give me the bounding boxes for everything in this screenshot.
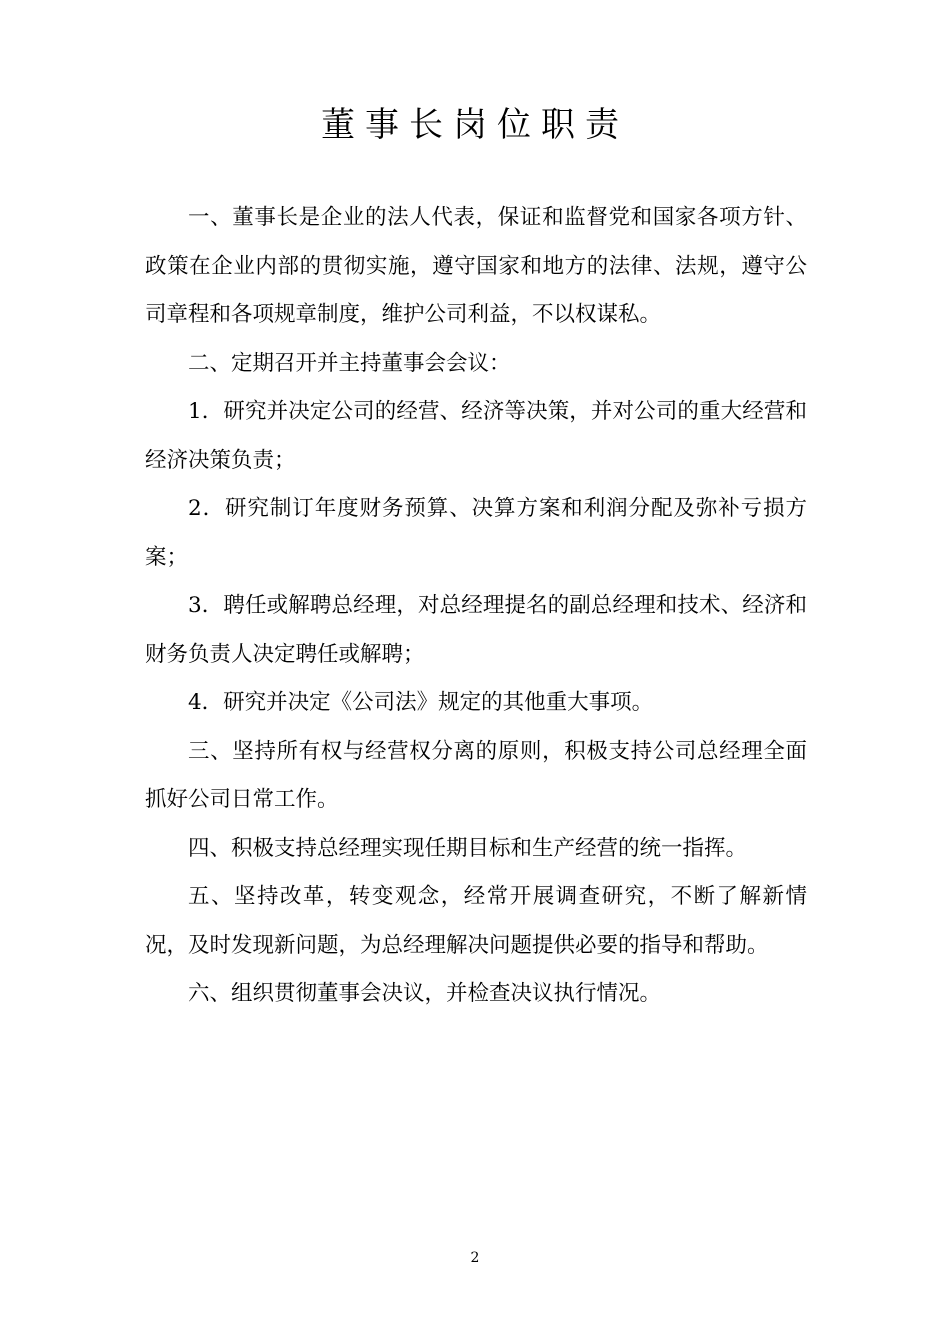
- paragraph-2-item-3: 3．聘任或解聘总经理，对总经理提名的副总经理和技术、经济和财务负责人决定聘任或解聘；: [145, 593, 807, 667]
- paragraph-1: 一、董事长是企业的法人代表，保证和监督党和国家各项方针、政策在企业内部的贯彻实施，遵守国家和地方的法律、法规，遵守公司章程和各项规章制度，维护公司利益，不以权谋私。: [145, 205, 807, 327]
- paragraph-5: 五、坚持改革，转变观念，经常开展调查研究，不断了解新情况，及时发现新问题，为总经理解决问题提供必要的指导和帮助。: [145, 884, 807, 958]
- paragraph-6: 六、组织贯彻董事会决议，并检查决议执行情况。: [188, 981, 662, 1006]
- paragraph-2-item-1: 1．研究并决定公司的经营、经济等决策，并对公司的重大经营和经济决策负责；: [145, 399, 807, 473]
- paragraph-4: 四、积极支持总经理实现任期目标和生产经营的统一指挥。: [188, 835, 748, 861]
- paragraph-3: 三、坚持所有权与经营权分离的原则，积极支持公司总经理全面抓好公司日常工作。: [145, 738, 807, 812]
- page-number: 2: [470, 1250, 480, 1266]
- document-title: 董事长岗位职责: [321, 105, 629, 145]
- document-body: [145, 194, 807, 1019]
- paragraph-2: 二、定期召开并主持董事会会议：: [188, 350, 511, 376]
- paragraph-2-item-2: 2．研究制订年度财务预算、决算方案和利润分配及弥补亏损方案；: [145, 496, 807, 570]
- paragraph-2-item-4: 4．研究并决定《公司法》规定的其他重大事项。: [188, 690, 654, 715]
